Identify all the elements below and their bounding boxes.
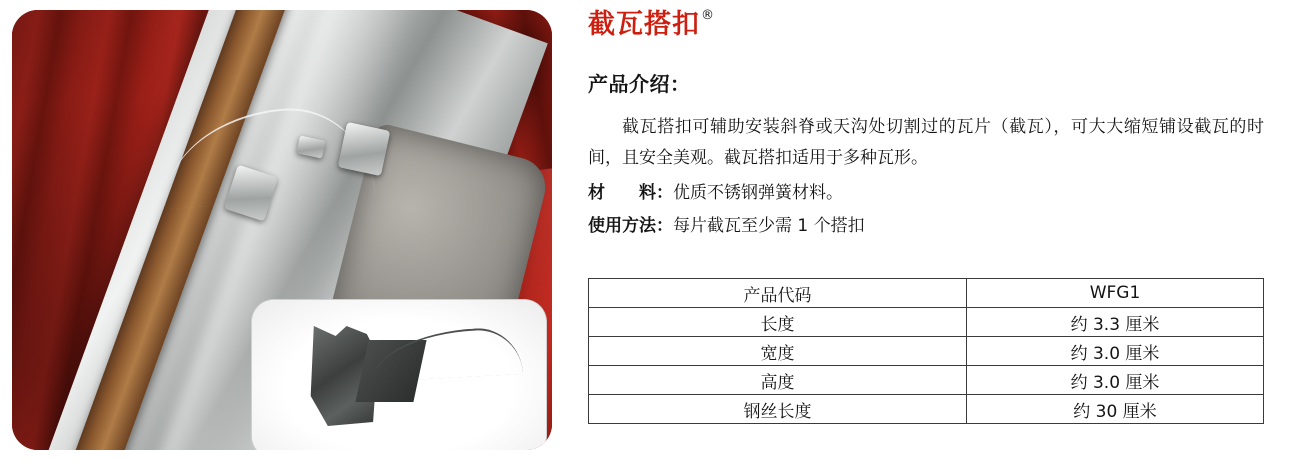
spec-key: 宽度 [589, 337, 967, 366]
spec-key: 钢丝长度 [589, 395, 967, 424]
main-product-photo [12, 10, 552, 450]
table-row [589, 308, 1264, 337]
usage-value: 每片截瓦至少需 1 个搭扣 [673, 216, 865, 236]
spec-key: 产品代码 [589, 279, 967, 308]
product-title-row [588, 10, 714, 40]
spec-value: 约 30 厘米 [967, 395, 1264, 424]
specification-table [588, 278, 1264, 424]
spec-value: 约 3.0 厘米 [967, 366, 1264, 395]
material-line [588, 178, 843, 203]
installed-clip-right [338, 122, 391, 176]
spec-value: 约 3.0 厘米 [967, 337, 1264, 366]
usage-label: 使用方法： [588, 216, 673, 236]
material-value: 优质不锈钢弹簧材料。 [673, 183, 843, 203]
spec-value: 约 3.3 厘米 [967, 308, 1264, 337]
inset-product-photo [252, 300, 546, 450]
page-title: 截瓦搭扣 [588, 9, 700, 40]
table-row [589, 366, 1264, 395]
intro-paragraph: 截瓦搭扣可辅助安装斜脊或天沟处切割过的瓦片（截瓦），可大大缩短铺设截瓦的时间，且安全美观。截瓦搭扣适用于多种瓦形。 [588, 117, 1264, 168]
spec-key: 高度 [589, 366, 967, 395]
material-label: 材 料： [588, 183, 673, 203]
usage-line [588, 211, 865, 236]
table-row [589, 337, 1264, 366]
table-row [589, 395, 1264, 424]
spec-value: WFG1 [967, 279, 1264, 308]
product-info-panel [588, 0, 1288, 460]
intro-heading: 产品介绍： [588, 72, 691, 96]
registered-trademark-mark: ® [701, 8, 714, 23]
table-row [589, 279, 1264, 308]
spec-key: 长度 [589, 308, 967, 337]
